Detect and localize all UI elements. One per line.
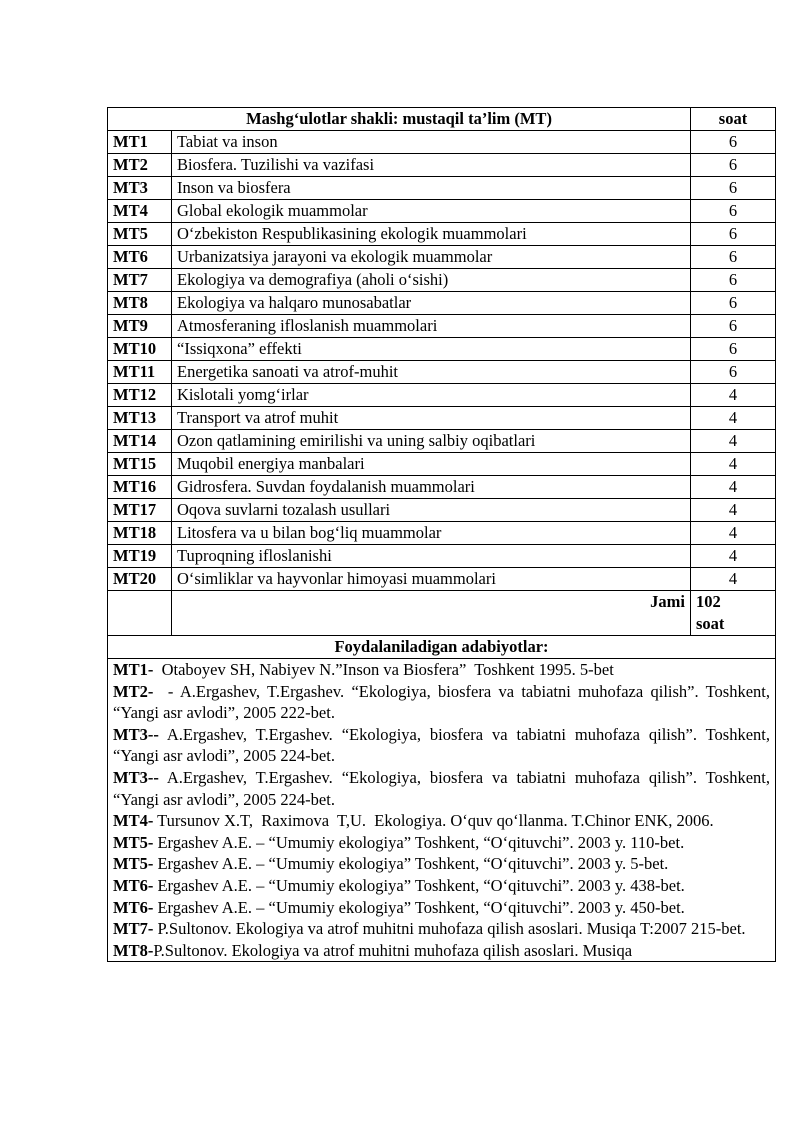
table-row bbox=[108, 269, 776, 292]
topic-name: O‘simliklar va hayvonlar himoyasi muammolari bbox=[172, 568, 691, 591]
topic-code: MT1 bbox=[108, 131, 172, 154]
topic-code: MT11 bbox=[108, 361, 172, 384]
table-row bbox=[108, 177, 776, 200]
reference-code: MT8- bbox=[113, 940, 154, 960]
topic-code: MT10 bbox=[108, 338, 172, 361]
reference-code: MT3-- bbox=[113, 724, 159, 744]
reference-text: Otaboyev SH, Nabiyev N.”Inson va Biosfera” Toshkent 1995. 5-bet bbox=[153, 660, 614, 679]
topic-hours: 6 bbox=[691, 315, 776, 338]
reference-item bbox=[113, 940, 770, 962]
topic-name: Ekologiya va demografiya (aholi o‘sishi) bbox=[172, 269, 691, 292]
document-page bbox=[107, 107, 775, 962]
topic-hours: 6 bbox=[691, 154, 776, 177]
reference-text: Ergashev A.E. – “Umumiy ekologiya” Toshkent, “O‘qituvchi”. 2003 y. 438-bet. bbox=[153, 875, 685, 895]
topic-hours: 4 bbox=[691, 476, 776, 499]
table-row bbox=[108, 407, 776, 430]
table-row bbox=[108, 545, 776, 568]
topic-code: MT13 bbox=[108, 407, 172, 430]
topic-hours: 6 bbox=[691, 223, 776, 246]
topic-name: Tabiat va inson bbox=[172, 131, 691, 154]
topic-code: MT2 bbox=[108, 154, 172, 177]
topic-code: MT16 bbox=[108, 476, 172, 499]
table-row bbox=[108, 476, 776, 499]
table-row bbox=[108, 361, 776, 384]
topic-name: Global ekologik muammolar bbox=[172, 200, 691, 223]
table-row bbox=[108, 522, 776, 545]
table-title: Mashg‘ulotlar shakli: mustaqil ta’lim (MT) bbox=[108, 108, 691, 131]
reference-item bbox=[113, 810, 770, 832]
topic-hours: 6 bbox=[691, 269, 776, 292]
topic-hours: 6 bbox=[691, 131, 776, 154]
reference-item bbox=[113, 897, 770, 919]
topic-hours: 6 bbox=[691, 246, 776, 269]
topic-name: “Issiqxona” effekti bbox=[172, 338, 691, 361]
topic-name: Oqova suvlarni tozalash usullari bbox=[172, 499, 691, 522]
reference-code: MT6- bbox=[113, 897, 154, 917]
topic-code: MT6 bbox=[108, 246, 172, 269]
reference-code: MT5- bbox=[113, 854, 154, 874]
references-header-row bbox=[108, 636, 776, 659]
reference-code: MT2- bbox=[113, 681, 154, 701]
reference-text: Tursunov X.T, Raximova T,U. Ekologiya. O‘quv qo‘llanma. T.Chinor ENK, 2006. bbox=[153, 811, 714, 831]
topic-code: MT14 bbox=[108, 430, 172, 453]
table-row bbox=[108, 315, 776, 338]
table-body bbox=[108, 108, 776, 962]
reference-code: MT5- bbox=[113, 832, 154, 852]
topic-name: Kislotali yomg‘irlar bbox=[172, 384, 691, 407]
topic-code: MT18 bbox=[108, 522, 172, 545]
reference-text: Ergashev A.E. – “Umumiy ekologiya” Toshkent, “O‘qituvchi”. 2003 y. 110-bet. bbox=[153, 832, 685, 852]
topic-hours: 4 bbox=[691, 384, 776, 407]
topic-name: Tuproqning ifloslanishi bbox=[172, 545, 691, 568]
reference-item bbox=[113, 832, 770, 854]
total-unit: soat bbox=[696, 614, 725, 633]
topic-name: Urbanizatsiya jarayoni va ekologik muammolar bbox=[172, 246, 691, 269]
table-row bbox=[108, 200, 776, 223]
topic-code: MT8 bbox=[108, 292, 172, 315]
table-row bbox=[108, 499, 776, 522]
reference-item bbox=[113, 767, 775, 810]
topic-name: O‘zbekiston Respublikasining ekologik muammolari bbox=[172, 223, 691, 246]
table-row bbox=[108, 223, 776, 246]
topic-hours: 6 bbox=[691, 292, 776, 315]
reference-item bbox=[113, 724, 775, 767]
topic-hours: 6 bbox=[691, 361, 776, 384]
reference-code: MT6- bbox=[113, 875, 154, 895]
study-plan-table bbox=[107, 107, 776, 962]
table-row bbox=[108, 292, 776, 315]
references-title: Foydalaniladigan adabiyotlar: bbox=[108, 636, 776, 659]
reference-item bbox=[113, 681, 775, 724]
topic-hours: 4 bbox=[691, 545, 776, 568]
topic-hours: 4 bbox=[691, 453, 776, 476]
topic-code: MT3 bbox=[108, 177, 172, 200]
table-row bbox=[108, 430, 776, 453]
topic-name: Gidrosfera. Suvdan foydalanish muammolari bbox=[172, 476, 691, 499]
reference-code: MT7- bbox=[113, 919, 154, 939]
topic-code: MT17 bbox=[108, 499, 172, 522]
reference-text: Ergashev A.E. – “Umumiy ekologiya” Toshkent, “O‘qituvchi”. 2003 y. 450-bet. bbox=[153, 897, 685, 917]
table-row bbox=[108, 338, 776, 361]
table-row bbox=[108, 246, 776, 269]
references-row bbox=[108, 659, 776, 962]
reference-item bbox=[113, 659, 770, 681]
topic-name: Ozon qatlamining emirilishi va uning salbiy oqibatlari bbox=[172, 430, 691, 453]
reference-text: A.Ergashev, T.Ergashev. “Ekologiya, biosfera va tabiatni muhofaza qilish”. Toshkent, “Yangi asr avlodi”, 2005 224-bet. bbox=[113, 724, 775, 766]
reference-code: MT4- bbox=[113, 811, 154, 831]
topic-code: MT15 bbox=[108, 453, 172, 476]
hours-header: soat bbox=[691, 108, 776, 131]
reference-text: - A.Ergashev, T.Ergashev. “Ekologiya, biosfera va tabiatni muhofaza qilish”. Toshkent, “Yangi asr avlodi”, 2005 222-bet. bbox=[113, 681, 775, 723]
reference-item bbox=[113, 875, 770, 897]
reference-text: Ergashev A.E. – “Umumiy ekologiya” Toshkent, “O‘qituvchi”. 2003 y. 5-bet. bbox=[153, 854, 669, 874]
topic-code: MT4 bbox=[108, 200, 172, 223]
topic-hours: 6 bbox=[691, 177, 776, 200]
topic-name: Inson va biosfera bbox=[172, 177, 691, 200]
topic-code: MT20 bbox=[108, 568, 172, 591]
topic-name: Transport va atrof muhit bbox=[172, 407, 691, 430]
total-label: Jami bbox=[172, 591, 691, 636]
topic-name: Atmosferaning ifloslanish muammolari bbox=[172, 315, 691, 338]
reference-text: P.Sultonov. Ekologiya va atrof muhitni muhofaza qilish asoslari. Musiqa T:2007 215-bet. bbox=[153, 919, 746, 939]
table-row bbox=[108, 384, 776, 407]
table-row bbox=[108, 154, 776, 177]
topic-hours: 4 bbox=[691, 430, 776, 453]
topic-hours: 6 bbox=[691, 200, 776, 223]
topic-hours: 4 bbox=[691, 499, 776, 522]
reference-item bbox=[113, 853, 770, 875]
reference-item bbox=[113, 918, 770, 940]
topic-code: MT7 bbox=[108, 269, 172, 292]
table-row bbox=[108, 131, 776, 154]
topic-name: Biosfera. Tuzilishi va vazifasi bbox=[172, 154, 691, 177]
topic-hours: 4 bbox=[691, 407, 776, 430]
table-row bbox=[108, 568, 776, 591]
topic-name: Muqobil energiya manbalari bbox=[172, 453, 691, 476]
topic-name: Ekologiya va halqaro munosabatlar bbox=[172, 292, 691, 315]
topic-code: MT5 bbox=[108, 223, 172, 246]
references-list bbox=[108, 659, 776, 962]
table-header-row bbox=[108, 108, 776, 131]
topic-hours: 6 bbox=[691, 338, 776, 361]
topic-code: MT9 bbox=[108, 315, 172, 338]
topic-hours: 4 bbox=[691, 568, 776, 591]
total-value: 102 bbox=[696, 592, 721, 611]
total-row bbox=[108, 591, 776, 636]
total-value-cell bbox=[691, 591, 776, 636]
total-empty-cell bbox=[108, 591, 172, 636]
reference-code: MT3-- bbox=[113, 767, 159, 787]
topic-hours: 4 bbox=[691, 522, 776, 545]
topic-code: MT19 bbox=[108, 545, 172, 568]
reference-text: P.Sultonov. Ekologiya va atrof muhitni muhofaza qilish asoslari. Musiqa bbox=[153, 940, 633, 960]
reference-text: A.Ergashev, T.Ergashev. “Ekologiya, biosfera va tabiatni muhofaza qilish”. Toshkent, “Yangi asr avlodi”, 2005 224-bet. bbox=[113, 767, 775, 809]
topic-name: Litosfera va u bilan bog‘liq muammolar bbox=[172, 522, 691, 545]
table-row bbox=[108, 453, 776, 476]
reference-code: MT1- bbox=[113, 660, 154, 679]
topic-name: Energetika sanoati va atrof-muhit bbox=[172, 361, 691, 384]
topic-code: MT12 bbox=[108, 384, 172, 407]
